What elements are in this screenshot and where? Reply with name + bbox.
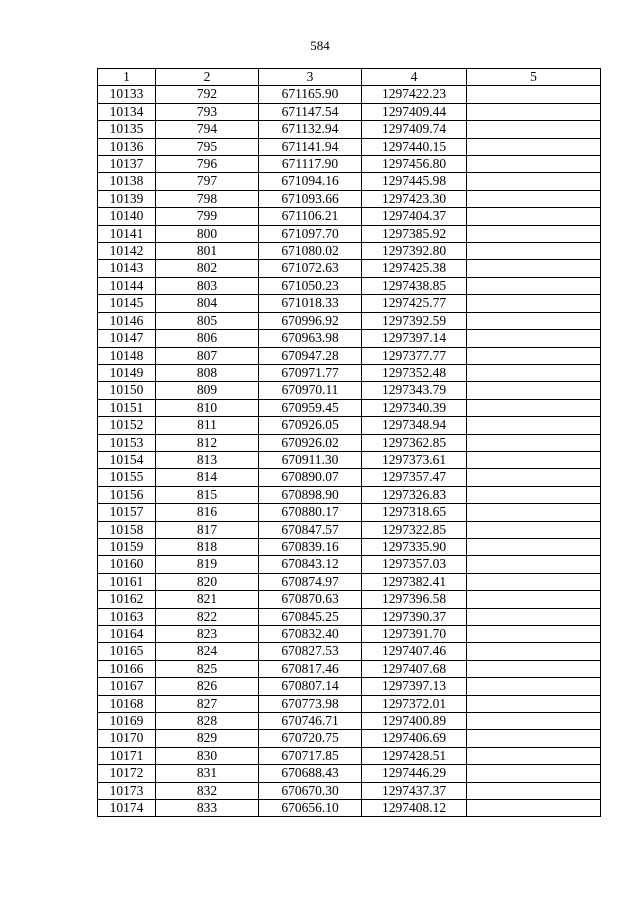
table-cell [467, 121, 601, 138]
table-cell [467, 103, 601, 120]
table-cell: 1297445.98 [362, 173, 467, 190]
table-cell: 670843.12 [259, 556, 362, 573]
table-cell: 829 [156, 730, 259, 747]
table-row [98, 765, 601, 782]
table-row [98, 486, 601, 503]
table-cell: 10170 [98, 730, 156, 747]
table-row [98, 417, 601, 434]
table-row [98, 730, 601, 747]
table-cell: 1297372.01 [362, 695, 467, 712]
table-cell: 10159 [98, 538, 156, 555]
table-cell: 1297348.94 [362, 417, 467, 434]
table-cell: 1297409.74 [362, 121, 467, 138]
table-cell: 1297382.41 [362, 573, 467, 590]
table-row [98, 504, 601, 521]
table-cell: 1297406.69 [362, 730, 467, 747]
table-cell: 1297438.85 [362, 277, 467, 294]
table-cell: 670746.71 [259, 713, 362, 730]
table-cell: 798 [156, 190, 259, 207]
table-cell: 797 [156, 173, 259, 190]
table-cell: 671165.90 [259, 86, 362, 103]
table-cell: 10173 [98, 782, 156, 799]
table-cell: 1297391.70 [362, 626, 467, 643]
table-cell: 10166 [98, 660, 156, 677]
column-header: 4 [362, 69, 467, 86]
table-cell: 10161 [98, 573, 156, 590]
table-cell: 10160 [98, 556, 156, 573]
table-cell [467, 538, 601, 555]
table-cell: 827 [156, 695, 259, 712]
table-cell: 10152 [98, 417, 156, 434]
table-cell: 671080.02 [259, 243, 362, 260]
table-cell [467, 660, 601, 677]
table-row [98, 695, 601, 712]
table-cell: 10143 [98, 260, 156, 277]
table-cell: 1297400.89 [362, 713, 467, 730]
table-cell: 670947.28 [259, 347, 362, 364]
table-cell [467, 521, 601, 538]
table-cell [467, 469, 601, 486]
table-cell: 809 [156, 382, 259, 399]
table-cell: 10139 [98, 190, 156, 207]
table-cell: 1297343.79 [362, 382, 467, 399]
table-cell: 10150 [98, 382, 156, 399]
table-row [98, 399, 601, 416]
table-cell: 1297422.23 [362, 86, 467, 103]
table-cell: 670656.10 [259, 800, 362, 817]
table-cell: 1297322.85 [362, 521, 467, 538]
table-cell [467, 173, 601, 190]
table-row [98, 330, 601, 347]
table-cell: 10135 [98, 121, 156, 138]
table-cell: 815 [156, 486, 259, 503]
table-cell: 826 [156, 678, 259, 695]
table-cell: 10140 [98, 208, 156, 225]
column-header: 1 [98, 69, 156, 86]
table-cell: 10158 [98, 521, 156, 538]
coordinates-table [97, 68, 601, 817]
table-cell: 796 [156, 156, 259, 173]
table-cell: 670996.92 [259, 312, 362, 329]
page-number: 584 [310, 38, 330, 53]
table-cell [467, 678, 601, 695]
table-row [98, 364, 601, 381]
table-row [98, 86, 601, 103]
table-cell: 670898.90 [259, 486, 362, 503]
table-row [98, 190, 601, 207]
table-cell: 1297408.12 [362, 800, 467, 817]
table-cell: 1297377.77 [362, 347, 467, 364]
table-cell: 805 [156, 312, 259, 329]
table-cell: 671018.33 [259, 295, 362, 312]
table-cell [467, 417, 601, 434]
table-cell: 822 [156, 608, 259, 625]
table-row [98, 138, 601, 155]
table-row [98, 156, 601, 173]
table-row [98, 556, 601, 573]
table-cell: 1297392.80 [362, 243, 467, 260]
table-cell: 10141 [98, 225, 156, 242]
table-cell: 10167 [98, 678, 156, 695]
table-cell: 10153 [98, 434, 156, 451]
table-cell: 10155 [98, 469, 156, 486]
table-cell: 1297390.37 [362, 608, 467, 625]
table-cell: 1297340.39 [362, 399, 467, 416]
table-row [98, 225, 601, 242]
table-cell: 830 [156, 747, 259, 764]
table-cell: 10142 [98, 243, 156, 260]
table-cell: 10164 [98, 626, 156, 643]
table-cell: 828 [156, 713, 259, 730]
table-cell [467, 208, 601, 225]
table-cell: 814 [156, 469, 259, 486]
table-cell: 10162 [98, 591, 156, 608]
table-cell: 671097.70 [259, 225, 362, 242]
table-cell [467, 260, 601, 277]
table-cell [467, 312, 601, 329]
table-row [98, 173, 601, 190]
table-cell [467, 556, 601, 573]
table-cell [467, 277, 601, 294]
table-cell [467, 399, 601, 416]
table-cell: 1297326.83 [362, 486, 467, 503]
table-cell: 10133 [98, 86, 156, 103]
table-cell: 1297437.37 [362, 782, 467, 799]
table-cell: 831 [156, 765, 259, 782]
table-cell: 802 [156, 260, 259, 277]
table-cell: 671147.54 [259, 103, 362, 120]
table-cell [467, 695, 601, 712]
table-cell: 10138 [98, 173, 156, 190]
table-cell: 670926.02 [259, 434, 362, 451]
table-row [98, 591, 601, 608]
table-cell [467, 434, 601, 451]
table-cell: 670959.45 [259, 399, 362, 416]
table-cell: 671117.90 [259, 156, 362, 173]
table-cell: 670720.75 [259, 730, 362, 747]
table-cell: 1297397.13 [362, 678, 467, 695]
table-cell: 10174 [98, 800, 156, 817]
table-cell: 10156 [98, 486, 156, 503]
table-cell: 10169 [98, 713, 156, 730]
table-cell: 670880.17 [259, 504, 362, 521]
table-cell [467, 330, 601, 347]
table-cell: 807 [156, 347, 259, 364]
table-cell: 670970.11 [259, 382, 362, 399]
table-cell: 1297396.58 [362, 591, 467, 608]
table-cell [467, 765, 601, 782]
table-cell: 1297373.61 [362, 451, 467, 468]
table-cell [467, 800, 601, 817]
table-cell [467, 190, 601, 207]
table-cell [467, 138, 601, 155]
table-cell [467, 156, 601, 173]
table-cell: 1297392.59 [362, 312, 467, 329]
table-cell: 671106.21 [259, 208, 362, 225]
table-cell [467, 364, 601, 381]
table-row [98, 469, 601, 486]
table-cell: 670874.97 [259, 573, 362, 590]
table-row [98, 312, 601, 329]
table-cell [467, 713, 601, 730]
table-row [98, 243, 601, 260]
table-cell: 1297404.37 [362, 208, 467, 225]
table-cell: 1297352.48 [362, 364, 467, 381]
table-cell: 10144 [98, 277, 156, 294]
table-cell: 1297318.65 [362, 504, 467, 521]
table-cell: 670807.14 [259, 678, 362, 695]
table-row [98, 626, 601, 643]
table-cell: 1297440.15 [362, 138, 467, 155]
table-cell: 670773.98 [259, 695, 362, 712]
table-cell [467, 243, 601, 260]
table-cell: 832 [156, 782, 259, 799]
table-cell: 10172 [98, 765, 156, 782]
table-row [98, 260, 601, 277]
table-cell: 10145 [98, 295, 156, 312]
table-cell [467, 504, 601, 521]
table-cell: 808 [156, 364, 259, 381]
column-header: 5 [467, 69, 601, 86]
table-cell: 10168 [98, 695, 156, 712]
table-cell: 799 [156, 208, 259, 225]
table-cell [467, 608, 601, 625]
table-row [98, 573, 601, 590]
table-cell: 824 [156, 643, 259, 660]
table-cell: 806 [156, 330, 259, 347]
table-row [98, 121, 601, 138]
table-row [98, 103, 601, 120]
table-cell: 1297335.90 [362, 538, 467, 555]
table-row [98, 451, 601, 468]
table-cell: 10148 [98, 347, 156, 364]
table-cell: 1297428.51 [362, 747, 467, 764]
table-cell: 813 [156, 451, 259, 468]
table-cell: 1297407.68 [362, 660, 467, 677]
table-cell: 670827.53 [259, 643, 362, 660]
table-cell: 820 [156, 573, 259, 590]
table-cell: 1297407.46 [362, 643, 467, 660]
table-cell: 10171 [98, 747, 156, 764]
table-row [98, 538, 601, 555]
table-body [98, 86, 601, 817]
table-cell: 671072.63 [259, 260, 362, 277]
table-cell: 1297409.44 [362, 103, 467, 120]
table-cell: 10149 [98, 364, 156, 381]
table-cell: 10146 [98, 312, 156, 329]
table-cell: 1297425.77 [362, 295, 467, 312]
table-cell [467, 295, 601, 312]
table-cell: 671141.94 [259, 138, 362, 155]
table-cell [467, 626, 601, 643]
table-row [98, 347, 601, 364]
table-cell: 801 [156, 243, 259, 260]
table-cell: 833 [156, 800, 259, 817]
table-row [98, 382, 601, 399]
table-cell: 670688.43 [259, 765, 362, 782]
table-cell: 670817.46 [259, 660, 362, 677]
table-row [98, 277, 601, 294]
table-row [98, 800, 601, 817]
table-cell [467, 643, 601, 660]
table-cell: 670670.30 [259, 782, 362, 799]
table-cell: 821 [156, 591, 259, 608]
table-cell: 817 [156, 521, 259, 538]
table-cell: 811 [156, 417, 259, 434]
table-cell: 10136 [98, 138, 156, 155]
table-row [98, 782, 601, 799]
table-cell [467, 225, 601, 242]
table-row [98, 747, 601, 764]
table-row [98, 660, 601, 677]
table-cell: 671094.16 [259, 173, 362, 190]
table-cell [467, 747, 601, 764]
table-cell [467, 573, 601, 590]
table-cell: 10163 [98, 608, 156, 625]
table-row [98, 608, 601, 625]
table-cell: 816 [156, 504, 259, 521]
table-row [98, 521, 601, 538]
table-cell: 1297425.38 [362, 260, 467, 277]
table-cell: 10165 [98, 643, 156, 660]
table-cell: 1297385.92 [362, 225, 467, 242]
table-cell: 670832.40 [259, 626, 362, 643]
table-cell [467, 591, 601, 608]
table-row [98, 208, 601, 225]
table-cell [467, 782, 601, 799]
table-row [98, 643, 601, 660]
table-cell [467, 451, 601, 468]
table-cell: 671132.94 [259, 121, 362, 138]
table-cell: 818 [156, 538, 259, 555]
table-cell: 825 [156, 660, 259, 677]
column-header: 2 [156, 69, 259, 86]
table-row [98, 678, 601, 695]
table-row [98, 713, 601, 730]
table-cell: 800 [156, 225, 259, 242]
table-cell: 1297362.85 [362, 434, 467, 451]
table-cell: 819 [156, 556, 259, 573]
column-header: 3 [259, 69, 362, 86]
table-cell: 670890.07 [259, 469, 362, 486]
table-cell [467, 347, 601, 364]
table-cell: 1297357.03 [362, 556, 467, 573]
table-cell: 671050.23 [259, 277, 362, 294]
table-cell [467, 382, 601, 399]
table-cell: 670926.05 [259, 417, 362, 434]
table-cell: 792 [156, 86, 259, 103]
table-cell: 670963.98 [259, 330, 362, 347]
table-cell [467, 730, 601, 747]
table-cell: 793 [156, 103, 259, 120]
table-row [98, 295, 601, 312]
table-cell: 812 [156, 434, 259, 451]
table-cell: 10151 [98, 399, 156, 416]
table-cell: 670845.25 [259, 608, 362, 625]
table-cell: 670971.77 [259, 364, 362, 381]
table-cell: 810 [156, 399, 259, 416]
table-cell: 795 [156, 138, 259, 155]
table-cell: 10147 [98, 330, 156, 347]
table-cell: 1297423.30 [362, 190, 467, 207]
table-cell: 10157 [98, 504, 156, 521]
table-cell: 670847.57 [259, 521, 362, 538]
table-row [98, 434, 601, 451]
table-cell: 1297456.80 [362, 156, 467, 173]
table-cell: 1297397.14 [362, 330, 467, 347]
table-cell: 10134 [98, 103, 156, 120]
table-cell: 670839.16 [259, 538, 362, 555]
table-cell: 10154 [98, 451, 156, 468]
table-cell: 804 [156, 295, 259, 312]
table-cell: 1297357.47 [362, 469, 467, 486]
table-cell: 670717.85 [259, 747, 362, 764]
table-cell [467, 86, 601, 103]
header-row [98, 69, 601, 86]
table-cell: 10137 [98, 156, 156, 173]
table-cell: 823 [156, 626, 259, 643]
table-cell: 1297446.29 [362, 765, 467, 782]
table-cell: 670911.30 [259, 451, 362, 468]
table-cell: 671093.66 [259, 190, 362, 207]
table-cell: 803 [156, 277, 259, 294]
table-cell [467, 486, 601, 503]
table-cell: 670870.63 [259, 591, 362, 608]
table-cell: 794 [156, 121, 259, 138]
